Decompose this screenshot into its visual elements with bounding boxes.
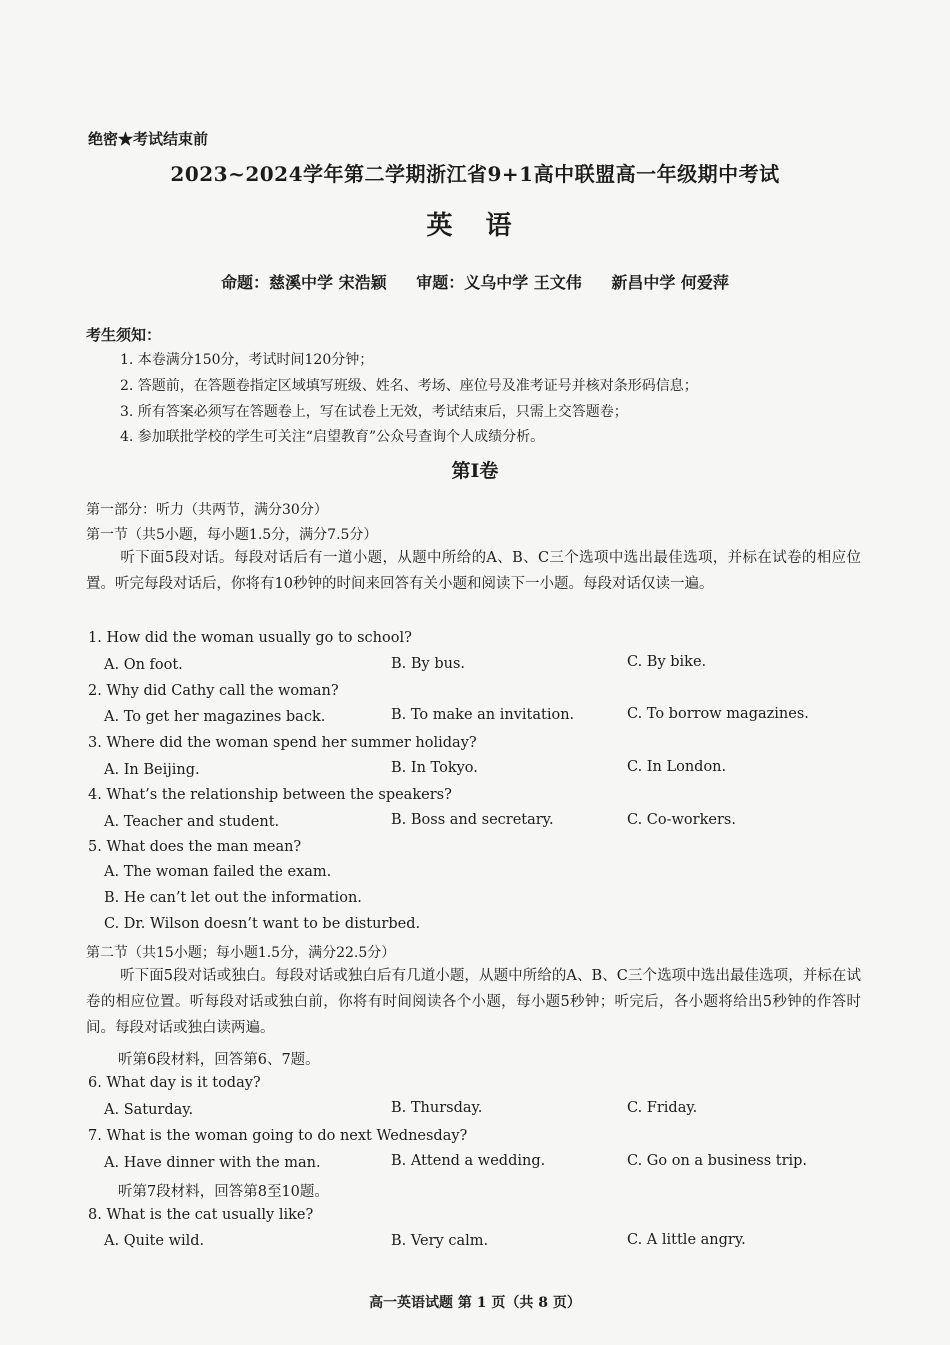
q4-option-a: A. Teacher and student. <box>104 814 280 830</box>
question-7: 7. What is the woman going to do next Wednesday? <box>88 1128 468 1144</box>
question-4: 4. What’s the relationship between the speakers? <box>88 787 452 803</box>
notice-item: 2. 答题前，在答题卷指定区域填写班级、姓名、考场、座位号及准考证号并核对条形码信息； <box>120 378 698 394</box>
question-5: 5. What does the man mean? <box>88 839 302 855</box>
section1-instructions-text: 听下面5段对话。每段对话后有一道小题，从题中所给的A、B、C三个选项中选出最佳选项，并标在试卷的相应位置。听完每段对话后，你将有10秒钟的时间来回答有关小题和阅读下一小题。每段对话仅读一遍。 <box>86 550 861 592</box>
q1-option-b: B. By bus. <box>391 656 466 672</box>
exam-title: 2023~2024学年第二学期浙江省9+1高中联盟高一年级期中考试 <box>170 162 780 186</box>
q2-option-c: C. To borrow magazines. <box>627 706 809 722</box>
q3-option-a: A. In Beijing. <box>104 762 200 778</box>
section2-instructions-text: 听下面5段对话或独白。每段对话或独白后有几道小题，从题中所给的A、B、C三个选项中选出最佳选项，并标在试卷的相应位置。听每段对话或独白前，你将有时间阅读各个小题，每小题5秒钟；听完后，各小题将给出5秒钟的作答时间。每段对话或独白读两遍。 <box>86 968 861 1036</box>
q7-option-c: C. Go on a business trip. <box>627 1153 808 1169</box>
q6-option-c: C. Friday. <box>627 1100 698 1116</box>
q3-option-c: C. In London. <box>627 759 727 775</box>
q7-option-a: A. Have dinner with the man. <box>104 1155 321 1171</box>
q5-option-b: B. He can’t let out the information. <box>104 890 362 906</box>
section-title: 第I卷 <box>451 460 499 482</box>
q1-option-a: A. On foot. <box>104 657 183 673</box>
q5-option-c: C. Dr. Wilson doesn’t want to be disturbed. <box>104 916 421 932</box>
page-footer: 高一英语试题 第 1 页（共 8 页） <box>369 1295 581 1311</box>
section2-title: 第二节（共15小题；每小题1.5分，满分22.5分） <box>86 945 396 961</box>
reviewer-2: 新昌中学 何爱萍 <box>611 273 729 292</box>
q6-option-a: A. Saturday. <box>104 1102 194 1118</box>
q4-option-c: C. Co-workers. <box>627 812 736 828</box>
question-8: 8. What is the cat usually like? <box>88 1207 314 1223</box>
authors-line <box>0 270 950 293</box>
section1-title: 第一节（共5小题，每小题1.5分，满分7.5分） <box>86 527 378 543</box>
material-7-note: 听第7段材料，回答第8至10题。 <box>118 1184 329 1200</box>
q4-option-b: B. Boss and secretary. <box>391 812 554 828</box>
part1-title: 第一部分：听力（共两节，满分30分） <box>86 502 328 518</box>
material-6-note: 听第6段材料，回答第6、7题。 <box>118 1052 320 1068</box>
notice-item: 3. 所有答案必须写在答题卷上，写在试卷上无效，考试结束后，只需上交答题卷； <box>120 404 628 420</box>
q3-option-b: B. In Tokyo. <box>391 760 478 776</box>
subject-title: 英 语 <box>426 211 524 241</box>
q2-option-a: A. To get her magazines back. <box>104 709 326 725</box>
notice-item: 1. 本卷满分150分，考试时间120分钟； <box>120 352 374 368</box>
q7-option-b: B. Attend a wedding. <box>391 1153 546 1169</box>
q2-option-b: B. To make an invitation. <box>391 707 575 723</box>
notice-item: 4. 参加联批学校的学生可关注“启望教育”公众号查询个人成绩分析。 <box>120 429 545 445</box>
q8-option-c: C. A little angry. <box>627 1232 746 1248</box>
question-2: 2. Why did Cathy call the woman? <box>88 683 339 699</box>
question-3: 3. Where did the woman spend her summer holiday? <box>88 735 477 751</box>
q5-option-a: A. The woman failed the exam. <box>104 864 332 880</box>
author: 命题：慈溪中学 宋浩颖 <box>221 273 387 292</box>
section1-instructions <box>86 545 861 597</box>
q8-option-b: B. Very calm. <box>391 1233 489 1249</box>
notice-title: 考生须知： <box>86 326 162 344</box>
q6-option-b: B. Thursday. <box>391 1100 483 1116</box>
q8-option-a: A. Quite wild. <box>104 1233 205 1249</box>
confidential-label: 绝密★考试结束前 <box>88 130 209 148</box>
q1-option-c: C. By bike. <box>627 654 707 670</box>
reviewer-1: 审题：义乌中学 王文伟 <box>416 273 582 292</box>
question-1: 1. How did the woman usually go to school? <box>88 630 412 646</box>
section2-instructions <box>86 963 861 1041</box>
question-6: 6. What day is it today? <box>88 1075 261 1091</box>
